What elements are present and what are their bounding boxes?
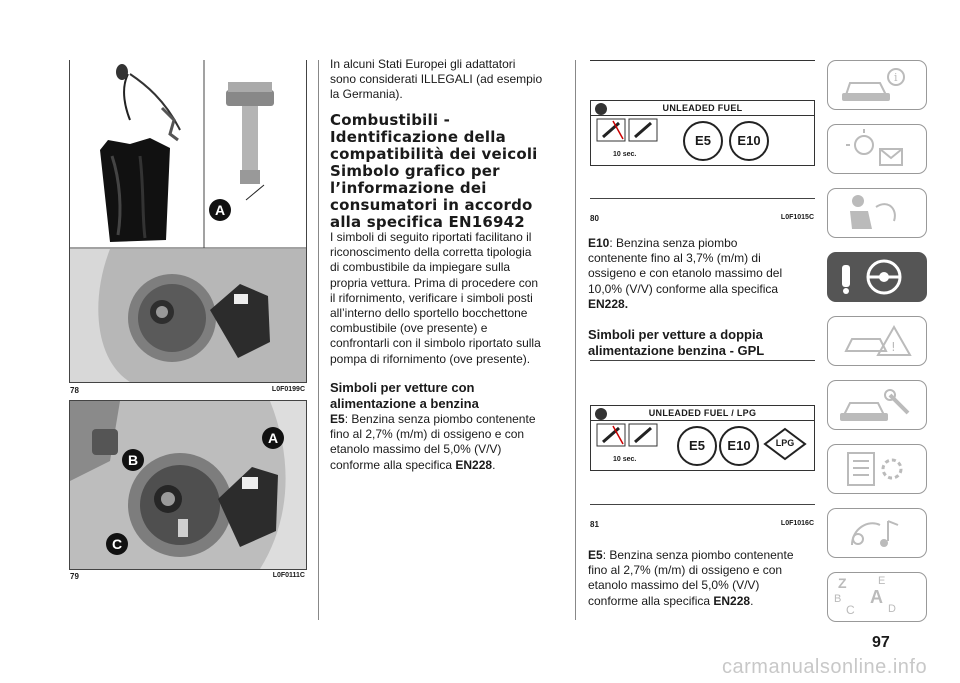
column-divider-2 xyxy=(575,60,576,620)
figure-78-illustration xyxy=(70,60,306,382)
tab-car-info[interactable] xyxy=(827,60,927,110)
figure-79-number: 79 xyxy=(70,572,79,581)
technical-data-icon xyxy=(828,445,926,493)
pump-pictogram-icon xyxy=(593,101,663,149)
svg-text:!: ! xyxy=(891,340,896,354)
section-heading-line: Identificazione della xyxy=(330,128,506,146)
e5-line: conforme alla specifica xyxy=(330,457,456,472)
callout-c-fig79 xyxy=(106,533,128,555)
section-heading-line: compatibilità dei veicoli xyxy=(330,145,538,163)
index-letter: A xyxy=(870,587,883,607)
callout-a-fig79-label: A xyxy=(267,430,279,446)
tab-emergency[interactable] xyxy=(827,316,927,366)
figure-78 xyxy=(69,60,307,383)
figure-80-rule xyxy=(590,198,815,199)
e5-line: fino al 2,7% (m/m) di ossigeno e con xyxy=(588,563,783,578)
e5-line: : Benzina senza piombo contenente xyxy=(602,548,794,562)
badge-e5: E5 xyxy=(677,426,717,466)
index-letter: B xyxy=(834,593,842,605)
para-line: combustibile (ove presente) e xyxy=(330,321,488,336)
para-line: propria vettura. Prima di procedere con xyxy=(330,275,539,290)
badge-lpg: LPG xyxy=(775,438,795,448)
e10-definition xyxy=(588,236,820,312)
intro-line: sono considerati ILLEGALI (ad esempio xyxy=(330,72,543,87)
e5-term: E5 xyxy=(330,412,345,426)
index-letter: C xyxy=(846,603,855,617)
pump-pictogram-lpg-icon xyxy=(593,406,663,454)
svg-text:i: i xyxy=(894,71,898,84)
index-letter: E xyxy=(878,575,886,587)
badge-e10: E10 xyxy=(719,426,759,466)
emergency-icon xyxy=(828,317,926,365)
column-divider-1 xyxy=(318,60,319,620)
callout-b-fig79 xyxy=(122,449,144,471)
header-rule-right xyxy=(590,60,815,61)
safety-icon xyxy=(828,189,926,237)
figure-79-code: L0F0111C xyxy=(272,572,305,579)
timer-text: 10 sec. xyxy=(613,151,637,158)
e5-lpg-definition xyxy=(588,548,820,609)
badge-e10: E10 xyxy=(729,121,769,161)
figure-80-code: L0F1015C xyxy=(780,214,814,221)
callout-b-fig79-label: B xyxy=(127,452,139,468)
para-line: pompa di rifornimento (ove presente). xyxy=(330,351,531,366)
e5-term: E5 xyxy=(588,548,603,562)
e5-line: etanolo massimo del 5,0% (V/V) xyxy=(588,578,760,593)
e10-line: ossigeno e con etanolo massimo del xyxy=(588,266,783,281)
para-line: confrontarli con il simbolo riportato sulla xyxy=(330,336,541,351)
figure-81-rule xyxy=(590,504,815,505)
figure-78-code: L0F0199C xyxy=(271,386,305,393)
intro-line: la Germania). xyxy=(330,87,403,102)
index-letter: Z xyxy=(838,575,847,591)
warning-lights-icon xyxy=(828,125,926,173)
tab-index[interactable] xyxy=(827,572,927,622)
figure-81-number: 81 xyxy=(590,520,599,529)
e10-term: E10 xyxy=(588,236,610,250)
e10-spec: EN228. xyxy=(588,296,629,311)
tab-maintenance[interactable] xyxy=(827,380,927,430)
callout-a-fig78 xyxy=(209,199,231,221)
tab-technical-data[interactable] xyxy=(827,444,927,494)
index-letter: D xyxy=(888,603,896,615)
e5-spec: EN228 xyxy=(713,593,751,608)
para-line: di combustibile da impiegare sulla xyxy=(330,260,511,275)
e5-definition xyxy=(330,412,575,473)
e5-line: etanolo massimo del 5,0% (V/V) xyxy=(330,442,502,457)
callout-c-fig79-label: C xyxy=(111,536,123,552)
figure-80-label xyxy=(590,100,815,166)
tab-multimedia[interactable] xyxy=(827,508,927,558)
page-number: 97 xyxy=(872,634,890,651)
e10-line: contenente fino al 3,7% (m/m) di xyxy=(588,251,761,266)
tab-warning-lights[interactable] xyxy=(827,124,927,174)
figure-79 xyxy=(69,400,307,570)
subheading-line: alimentazione benzina - GPL xyxy=(588,342,765,358)
e5-line: fino al 2,7% (m/m) di ossigeno e con xyxy=(330,427,525,442)
e5-line: : Benzina senza piombo contenente xyxy=(344,412,536,426)
figure-81-label xyxy=(590,405,815,471)
para-line: il rifornimento, verificare i simboli posti xyxy=(330,290,533,305)
intro-line: In alcuni Stati Europei gli adattatori xyxy=(330,57,516,71)
maintenance-icon xyxy=(828,381,926,429)
intro-text xyxy=(330,57,570,103)
section-heading-line: l’informazione dei xyxy=(330,179,487,197)
lpg-subheading xyxy=(588,327,820,358)
figure-78-number: 78 xyxy=(70,386,79,395)
e10-line: : Benzina senza piombo xyxy=(609,236,738,250)
section-heading-line: Combustibili - xyxy=(330,111,451,129)
para-line: riconoscimento della corretta tipologia xyxy=(330,245,532,260)
callout-a-fig78-label: A xyxy=(214,202,226,218)
figure-80-number: 80 xyxy=(590,214,599,223)
subheading-line: alimentazione a benzina xyxy=(330,395,479,411)
timer-text: 10 sec. xyxy=(613,456,637,463)
e5-line: conforme alla specifica xyxy=(588,593,714,608)
steering-wheel-icon xyxy=(828,253,926,301)
car-info-icon xyxy=(828,61,926,109)
lpg-rule xyxy=(590,360,815,361)
para-line: I simboli di seguito riportati facilitano il xyxy=(330,230,532,244)
multimedia-icon xyxy=(828,509,926,557)
figure-80-header: UNLEADED FUEL xyxy=(591,101,814,116)
section-heading-line: Simbolo grafico per xyxy=(330,162,500,180)
subheading-line: Simboli per vetture a doppia xyxy=(588,327,763,342)
e10-line: 10,0% (V/V) conforme alla specifica xyxy=(588,281,779,296)
callout-a-fig79 xyxy=(262,427,284,449)
tab-safety[interactable] xyxy=(827,188,927,238)
section-heading-line: consumatori in accordo xyxy=(330,196,533,214)
symbols-paragraph xyxy=(330,230,575,367)
figure-81-header: UNLEADED FUEL / LPG xyxy=(591,406,814,421)
petrol-subheading xyxy=(330,380,575,411)
watermark: carmanualsonline.info xyxy=(722,656,928,678)
e5-end: . xyxy=(492,457,496,472)
para-line: all’interno dello sportello bocchettone xyxy=(330,306,528,321)
section-heading xyxy=(330,112,575,231)
tab-starting-driving[interactable] xyxy=(827,252,927,302)
e5-end: . xyxy=(750,593,754,608)
figure-81-code: L0F1016C xyxy=(780,520,814,527)
badge-e5: E5 xyxy=(683,121,723,161)
e5-spec: EN228 xyxy=(455,457,493,472)
subheading-line: Simboli per vetture con xyxy=(330,380,475,395)
section-heading-line: alla specifica EN16942 xyxy=(330,213,525,231)
